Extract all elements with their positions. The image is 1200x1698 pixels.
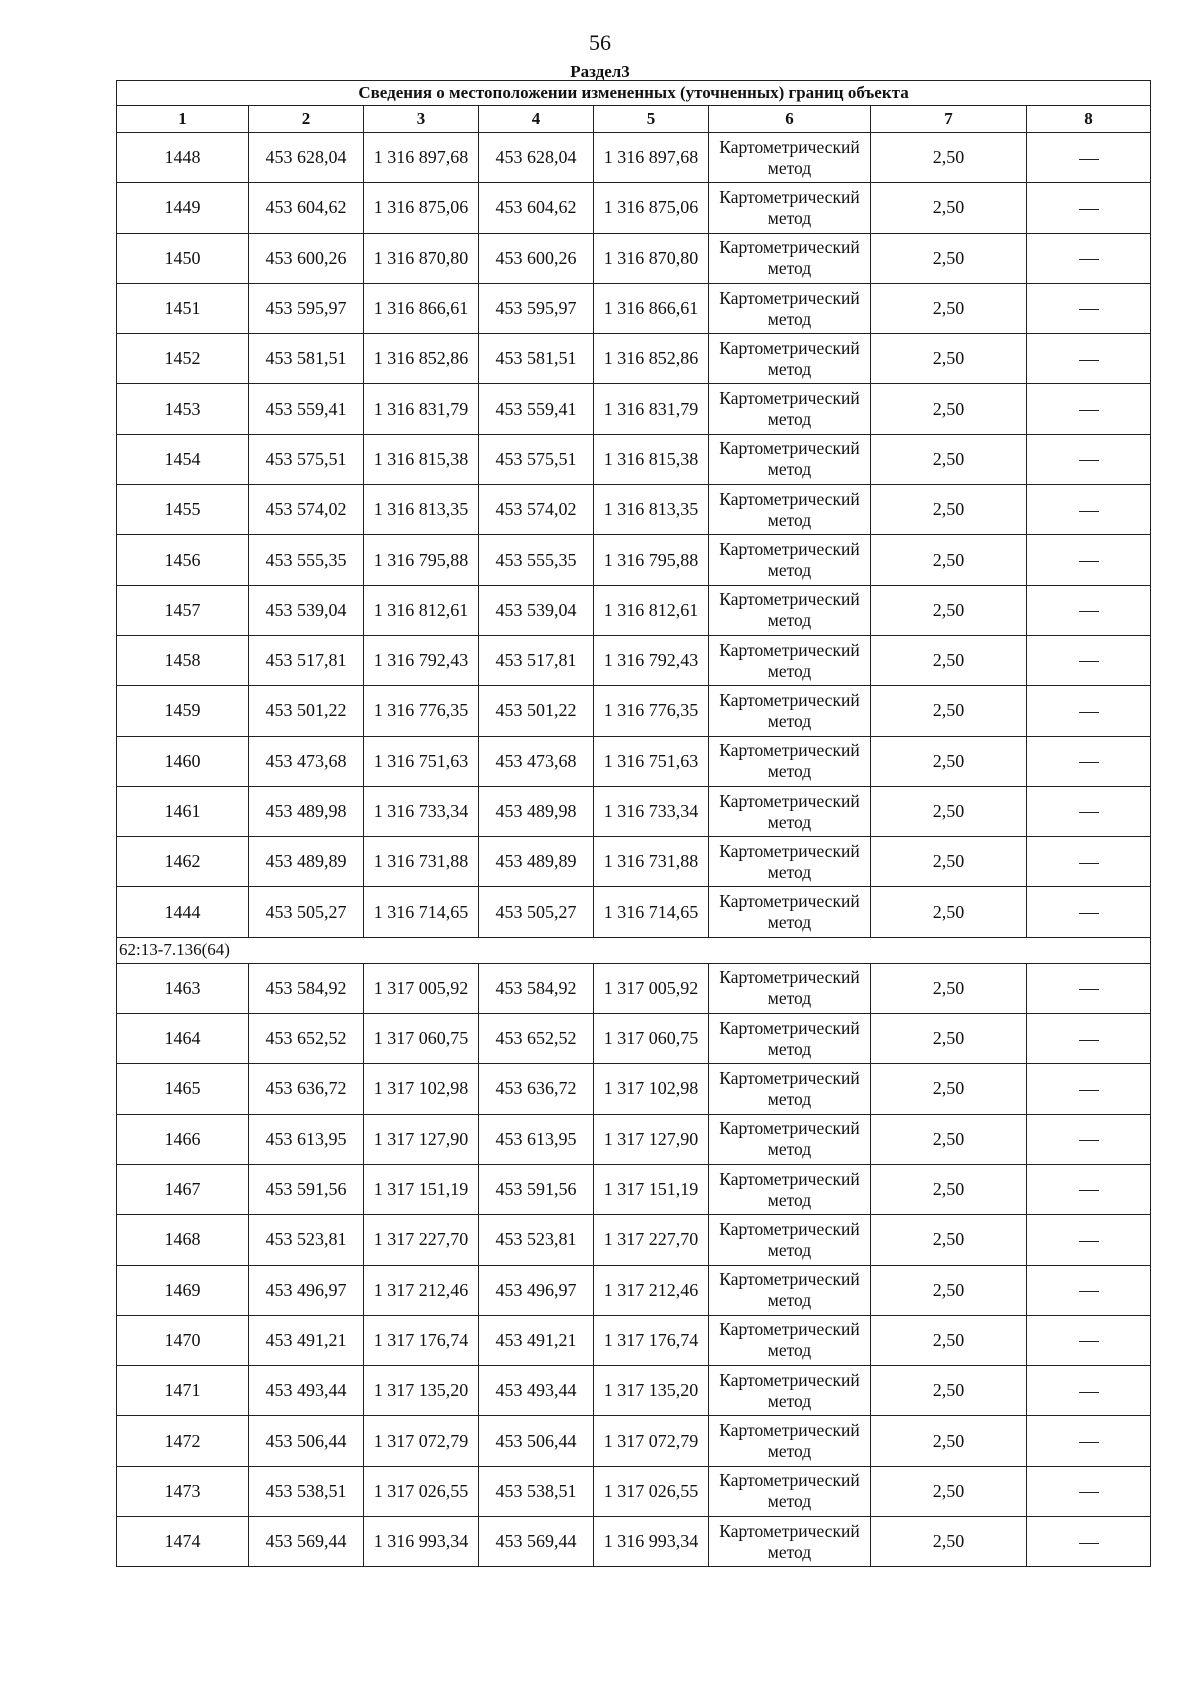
point-number-cell: 1459 <box>117 686 249 736</box>
y-existing-cell: 1 317 026,55 <box>364 1466 479 1516</box>
table-row <box>117 1315 1151 1365</box>
x-existing-cell: 453 493,44 <box>249 1366 364 1416</box>
x-new-cell: 453 489,89 <box>479 837 594 887</box>
point-number-cell: 1444 <box>117 887 249 937</box>
y-new-cell: 1 316 993,34 <box>594 1517 709 1567</box>
method-cell: Картометрический метод <box>709 1315 871 1365</box>
y-new-cell: 1 317 227,70 <box>594 1215 709 1265</box>
x-existing-cell: 453 501,22 <box>249 686 364 736</box>
description-cell <box>1027 133 1151 183</box>
precision-cell: 2,50 <box>871 1164 1027 1214</box>
x-new-cell: 453 538,51 <box>479 1466 594 1516</box>
dash-mark <box>1079 1040 1099 1041</box>
description-cell <box>1027 887 1151 937</box>
precision-cell: 2,50 <box>871 133 1027 183</box>
y-existing-cell: 1 316 897,68 <box>364 133 479 183</box>
y-existing-cell: 1 316 733,34 <box>364 786 479 836</box>
precision-cell: 2,50 <box>871 1064 1027 1114</box>
method-cell: Картометрический метод <box>709 963 871 1013</box>
precision-cell: 2,50 <box>871 1014 1027 1064</box>
x-new-cell: 453 575,51 <box>479 434 594 484</box>
x-new-cell: 453 496,97 <box>479 1265 594 1315</box>
dash-mark <box>1079 863 1099 864</box>
method-cell: Картометрический метод <box>709 535 871 585</box>
point-number-cell: 1454 <box>117 434 249 484</box>
dash-mark <box>1079 1543 1099 1544</box>
section-title: Раздел3 <box>570 62 630 81</box>
y-existing-cell: 1 316 815,38 <box>364 434 479 484</box>
method-cell: Картометрический метод <box>709 837 871 887</box>
method-cell: Картометрический метод <box>709 434 871 484</box>
method-cell: Картометрический метод <box>709 485 871 535</box>
description-cell <box>1027 1466 1151 1516</box>
precision-cell: 2,50 <box>871 183 1027 233</box>
y-new-cell: 1 317 176,74 <box>594 1315 709 1365</box>
x-new-cell: 453 652,52 <box>479 1014 594 1064</box>
method-cell: Картометрический метод <box>709 233 871 283</box>
table-row <box>117 384 1151 434</box>
description-cell <box>1027 1315 1151 1365</box>
x-existing-cell: 453 628,04 <box>249 133 364 183</box>
description-cell <box>1027 963 1151 1013</box>
point-number-cell: 1448 <box>117 133 249 183</box>
x-existing-cell: 453 539,04 <box>249 585 364 635</box>
x-existing-cell: 453 538,51 <box>249 1466 364 1516</box>
table-row <box>117 283 1151 333</box>
precision-cell: 2,50 <box>871 686 1027 736</box>
precision-cell: 2,50 <box>871 887 1027 937</box>
x-new-cell: 453 613,95 <box>479 1114 594 1164</box>
x-existing-cell: 453 555,35 <box>249 535 364 585</box>
table-row <box>117 233 1151 283</box>
table-row <box>117 837 1151 887</box>
point-number-cell: 1457 <box>117 585 249 635</box>
dash-mark <box>1079 410 1099 411</box>
y-existing-cell: 1 316 993,34 <box>364 1517 479 1567</box>
point-number-cell: 1452 <box>117 334 249 384</box>
y-new-cell: 1 316 866,61 <box>594 283 709 333</box>
dash-mark <box>1079 1090 1099 1091</box>
point-number-cell: 1465 <box>117 1064 249 1114</box>
point-number-cell: 1473 <box>117 1466 249 1516</box>
x-new-cell: 453 505,27 <box>479 887 594 937</box>
y-new-cell: 1 316 812,61 <box>594 585 709 635</box>
x-new-cell: 453 581,51 <box>479 334 594 384</box>
x-existing-cell: 453 604,62 <box>249 183 364 233</box>
x-existing-cell: 453 523,81 <box>249 1215 364 1265</box>
dash-mark <box>1079 1241 1099 1242</box>
point-number-cell: 1466 <box>117 1114 249 1164</box>
table-caption-row <box>117 81 1151 106</box>
x-new-cell: 453 491,21 <box>479 1315 594 1365</box>
description-cell <box>1027 686 1151 736</box>
method-cell: Картометрический метод <box>709 887 871 937</box>
y-existing-cell: 1 317 135,20 <box>364 1366 479 1416</box>
y-existing-cell: 1 316 751,63 <box>364 736 479 786</box>
method-cell: Картометрический метод <box>709 1114 871 1164</box>
description-cell <box>1027 434 1151 484</box>
x-existing-cell: 453 574,02 <box>249 485 364 535</box>
table-row <box>117 434 1151 484</box>
method-cell: Картометрический метод <box>709 183 871 233</box>
description-cell <box>1027 1064 1151 1114</box>
x-new-cell: 453 555,35 <box>479 535 594 585</box>
precision-cell: 2,50 <box>871 485 1027 535</box>
method-cell: Картометрический метод <box>709 736 871 786</box>
table-row <box>117 1466 1151 1516</box>
method-cell: Картометрический метод <box>709 1517 871 1567</box>
precision-cell: 2,50 <box>871 434 1027 484</box>
dash-mark <box>1079 209 1099 210</box>
x-existing-cell: 453 636,72 <box>249 1064 364 1114</box>
x-new-cell: 453 506,44 <box>479 1416 594 1466</box>
x-existing-cell: 453 491,21 <box>249 1315 364 1365</box>
point-number-cell: 1462 <box>117 837 249 887</box>
precision-cell: 2,50 <box>871 786 1027 836</box>
dash-mark <box>1079 913 1099 914</box>
point-number-cell: 1474 <box>117 1517 249 1567</box>
table-row <box>117 1014 1151 1064</box>
dash-mark <box>1079 661 1099 662</box>
precision-cell: 2,50 <box>871 535 1027 585</box>
dash-mark <box>1079 1140 1099 1141</box>
y-new-cell: 1 317 127,90 <box>594 1114 709 1164</box>
y-new-cell: 1 317 026,55 <box>594 1466 709 1516</box>
method-cell: Картометрический метод <box>709 585 871 635</box>
table-row <box>117 1416 1151 1466</box>
description-cell <box>1027 485 1151 535</box>
method-cell: Картометрический метод <box>709 786 871 836</box>
y-existing-cell: 1 316 831,79 <box>364 384 479 434</box>
precision-cell: 2,50 <box>871 1466 1027 1516</box>
table-row <box>117 1517 1151 1567</box>
x-existing-cell: 453 613,95 <box>249 1114 364 1164</box>
dash-mark <box>1079 611 1099 612</box>
y-existing-cell: 1 317 060,75 <box>364 1014 479 1064</box>
precision-cell: 2,50 <box>871 963 1027 1013</box>
precision-cell: 2,50 <box>871 585 1027 635</box>
dash-mark <box>1079 460 1099 461</box>
precision-cell: 2,50 <box>871 1114 1027 1164</box>
precision-cell: 2,50 <box>871 334 1027 384</box>
point-number-cell: 1455 <box>117 485 249 535</box>
x-new-cell: 453 569,44 <box>479 1517 594 1567</box>
method-cell: Картометрический метод <box>709 1215 871 1265</box>
table-row <box>117 1265 1151 1315</box>
y-new-cell: 1 317 072,79 <box>594 1416 709 1466</box>
precision-cell: 2,50 <box>871 1416 1027 1466</box>
point-number-cell: 1464 <box>117 1014 249 1064</box>
y-new-cell: 1 317 005,92 <box>594 963 709 1013</box>
x-new-cell: 453 574,02 <box>479 485 594 535</box>
description-cell <box>1027 233 1151 283</box>
point-number-cell: 1456 <box>117 535 249 585</box>
description-cell <box>1027 384 1151 434</box>
point-number-cell: 1461 <box>117 786 249 836</box>
x-existing-cell: 453 569,44 <box>249 1517 364 1567</box>
group-label: 62:13-7.136(64) <box>117 937 1151 963</box>
point-number-cell: 1469 <box>117 1265 249 1315</box>
dash-mark <box>1079 989 1099 990</box>
table-row <box>117 635 1151 685</box>
dash-mark <box>1079 1492 1099 1493</box>
x-new-cell: 453 517,81 <box>479 635 594 685</box>
y-existing-cell: 1 316 776,35 <box>364 686 479 736</box>
x-new-cell: 453 595,97 <box>479 283 594 333</box>
dash-mark <box>1079 159 1099 160</box>
x-existing-cell: 453 600,26 <box>249 233 364 283</box>
precision-cell: 2,50 <box>871 1265 1027 1315</box>
method-cell: Картометрический метод <box>709 1265 871 1315</box>
x-new-cell: 453 493,44 <box>479 1366 594 1416</box>
method-cell: Картометрический метод <box>709 334 871 384</box>
table-row <box>117 1215 1151 1265</box>
x-new-cell: 453 473,68 <box>479 736 594 786</box>
precision-cell: 2,50 <box>871 736 1027 786</box>
x-existing-cell: 453 489,98 <box>249 786 364 836</box>
x-new-cell: 453 489,98 <box>479 786 594 836</box>
column-header: 3 <box>364 106 479 133</box>
dash-mark <box>1079 1291 1099 1292</box>
x-existing-cell: 453 575,51 <box>249 434 364 484</box>
description-cell <box>1027 837 1151 887</box>
point-number-cell: 1458 <box>117 635 249 685</box>
y-new-cell: 1 317 102,98 <box>594 1064 709 1114</box>
y-new-cell: 1 316 831,79 <box>594 384 709 434</box>
description-cell <box>1027 736 1151 786</box>
point-number-cell: 1468 <box>117 1215 249 1265</box>
y-existing-cell: 1 316 866,61 <box>364 283 479 333</box>
x-new-cell: 453 600,26 <box>479 233 594 283</box>
x-new-cell: 453 539,04 <box>479 585 594 635</box>
point-number-cell: 1472 <box>117 1416 249 1466</box>
dash-mark <box>1079 1392 1099 1393</box>
method-cell: Картометрический метод <box>709 283 871 333</box>
y-new-cell: 1 317 151,19 <box>594 1164 709 1214</box>
x-existing-cell: 453 473,68 <box>249 736 364 786</box>
point-number-cell: 1471 <box>117 1366 249 1416</box>
column-header: 1 <box>117 106 249 133</box>
y-new-cell: 1 316 795,88 <box>594 535 709 585</box>
description-cell <box>1027 283 1151 333</box>
x-existing-cell: 453 581,51 <box>249 334 364 384</box>
dash-mark <box>1079 360 1099 361</box>
y-existing-cell: 1 317 072,79 <box>364 1416 479 1466</box>
group-label-row <box>117 937 1151 963</box>
description-cell <box>1027 1517 1151 1567</box>
point-number-cell: 1449 <box>117 183 249 233</box>
y-existing-cell: 1 317 102,98 <box>364 1064 479 1114</box>
column-header: 6 <box>709 106 871 133</box>
table-row <box>117 686 1151 736</box>
column-header: 8 <box>1027 106 1151 133</box>
method-cell: Картометрический метод <box>709 686 871 736</box>
y-new-cell: 1 317 135,20 <box>594 1366 709 1416</box>
method-cell: Картометрический метод <box>709 133 871 183</box>
dash-mark <box>1079 762 1099 763</box>
point-number-cell: 1451 <box>117 283 249 333</box>
precision-cell: 2,50 <box>871 837 1027 887</box>
y-new-cell: 1 317 212,46 <box>594 1265 709 1315</box>
y-existing-cell: 1 317 005,92 <box>364 963 479 1013</box>
x-existing-cell: 453 517,81 <box>249 635 364 685</box>
table-body <box>117 133 1151 1567</box>
precision-cell: 2,50 <box>871 635 1027 685</box>
precision-cell: 2,50 <box>871 1215 1027 1265</box>
x-existing-cell: 453 591,56 <box>249 1164 364 1214</box>
table-row <box>117 334 1151 384</box>
y-new-cell: 1 316 897,68 <box>594 133 709 183</box>
column-header-row <box>117 106 1151 133</box>
method-cell: Картометрический метод <box>709 1416 871 1466</box>
dash-mark <box>1079 259 1099 260</box>
y-new-cell: 1 316 731,88 <box>594 837 709 887</box>
column-header: 2 <box>249 106 364 133</box>
x-new-cell: 453 604,62 <box>479 183 594 233</box>
precision-cell: 2,50 <box>871 384 1027 434</box>
table-row <box>117 1064 1151 1114</box>
description-cell <box>1027 535 1151 585</box>
y-existing-cell: 1 317 176,74 <box>364 1315 479 1365</box>
table-row <box>117 887 1151 937</box>
description-cell <box>1027 334 1151 384</box>
y-new-cell: 1 317 060,75 <box>594 1014 709 1064</box>
y-existing-cell: 1 316 813,35 <box>364 485 479 535</box>
y-new-cell: 1 316 776,35 <box>594 686 709 736</box>
description-cell <box>1027 1265 1151 1315</box>
x-new-cell: 453 628,04 <box>479 133 594 183</box>
dash-mark <box>1079 561 1099 562</box>
method-cell: Картометрический метод <box>709 1014 871 1064</box>
description-cell <box>1027 1366 1151 1416</box>
description-cell <box>1027 183 1151 233</box>
y-existing-cell: 1 316 714,65 <box>364 887 479 937</box>
description-cell <box>1027 1164 1151 1214</box>
x-existing-cell: 453 506,44 <box>249 1416 364 1466</box>
y-existing-cell: 1 316 792,43 <box>364 635 479 685</box>
page-number: 56 <box>589 30 611 55</box>
x-new-cell: 453 636,72 <box>479 1064 594 1114</box>
method-cell: Картометрический метод <box>709 1164 871 1214</box>
dash-mark <box>1079 511 1099 512</box>
x-new-cell: 453 523,81 <box>479 1215 594 1265</box>
table-row <box>117 535 1151 585</box>
y-new-cell: 1 316 751,63 <box>594 736 709 786</box>
point-number-cell: 1450 <box>117 233 249 283</box>
method-cell: Картометрический метод <box>709 1064 871 1114</box>
dash-mark <box>1079 1190 1099 1191</box>
dash-mark <box>1079 812 1099 813</box>
y-existing-cell: 1 317 227,70 <box>364 1215 479 1265</box>
y-new-cell: 1 316 875,06 <box>594 183 709 233</box>
description-cell <box>1027 585 1151 635</box>
table-row <box>117 786 1151 836</box>
y-existing-cell: 1 316 812,61 <box>364 585 479 635</box>
x-new-cell: 453 584,92 <box>479 963 594 1013</box>
y-new-cell: 1 316 792,43 <box>594 635 709 685</box>
y-new-cell: 1 316 815,38 <box>594 434 709 484</box>
point-number-cell: 1453 <box>117 384 249 434</box>
point-number-cell: 1467 <box>117 1164 249 1214</box>
y-new-cell: 1 316 813,35 <box>594 485 709 535</box>
x-existing-cell: 453 559,41 <box>249 384 364 434</box>
y-existing-cell: 1 317 151,19 <box>364 1164 479 1214</box>
dash-mark <box>1079 1341 1099 1342</box>
description-cell <box>1027 1215 1151 1265</box>
y-existing-cell: 1 316 875,06 <box>364 183 479 233</box>
table-row <box>117 1164 1151 1214</box>
x-new-cell: 453 559,41 <box>479 384 594 434</box>
x-existing-cell: 453 505,27 <box>249 887 364 937</box>
precision-cell: 2,50 <box>871 233 1027 283</box>
y-new-cell: 1 316 733,34 <box>594 786 709 836</box>
x-new-cell: 453 591,56 <box>479 1164 594 1214</box>
y-existing-cell: 1 316 870,80 <box>364 233 479 283</box>
table-row <box>117 133 1151 183</box>
table-row <box>117 183 1151 233</box>
point-number-cell: 1460 <box>117 736 249 786</box>
coordinates-table <box>116 80 1151 1567</box>
dash-mark <box>1079 712 1099 713</box>
method-cell: Картометрический метод <box>709 384 871 434</box>
precision-cell: 2,50 <box>871 1315 1027 1365</box>
table-row <box>117 1114 1151 1164</box>
y-existing-cell: 1 316 852,86 <box>364 334 479 384</box>
x-existing-cell: 453 496,97 <box>249 1265 364 1315</box>
y-existing-cell: 1 316 731,88 <box>364 837 479 887</box>
description-cell <box>1027 1014 1151 1064</box>
table-caption: Сведения о местоположении измененных (уточненных) границ объекта <box>117 81 1151 106</box>
x-existing-cell: 453 652,52 <box>249 1014 364 1064</box>
x-existing-cell: 453 584,92 <box>249 963 364 1013</box>
y-existing-cell: 1 317 127,90 <box>364 1114 479 1164</box>
description-cell <box>1027 1416 1151 1466</box>
table-row <box>117 963 1151 1013</box>
x-existing-cell: 453 595,97 <box>249 283 364 333</box>
y-new-cell: 1 316 714,65 <box>594 887 709 937</box>
description-cell <box>1027 635 1151 685</box>
table-row <box>117 1366 1151 1416</box>
method-cell: Картометрический метод <box>709 1466 871 1516</box>
y-new-cell: 1 316 852,86 <box>594 334 709 384</box>
precision-cell: 2,50 <box>871 1366 1027 1416</box>
column-header: 7 <box>871 106 1027 133</box>
y-existing-cell: 1 317 212,46 <box>364 1265 479 1315</box>
table-row <box>117 736 1151 786</box>
column-header: 5 <box>594 106 709 133</box>
x-existing-cell: 453 489,89 <box>249 837 364 887</box>
precision-cell: 2,50 <box>871 283 1027 333</box>
y-new-cell: 1 316 870,80 <box>594 233 709 283</box>
x-new-cell: 453 501,22 <box>479 686 594 736</box>
precision-cell: 2,50 <box>871 1517 1027 1567</box>
method-cell: Картометрический метод <box>709 635 871 685</box>
method-cell: Картометрический метод <box>709 1366 871 1416</box>
description-cell <box>1027 1114 1151 1164</box>
column-header: 4 <box>479 106 594 133</box>
dash-mark <box>1079 1442 1099 1443</box>
table-row <box>117 585 1151 635</box>
point-number-cell: 1463 <box>117 963 249 1013</box>
y-existing-cell: 1 316 795,88 <box>364 535 479 585</box>
table-row <box>117 485 1151 535</box>
point-number-cell: 1470 <box>117 1315 249 1365</box>
description-cell <box>1027 786 1151 836</box>
dash-mark <box>1079 309 1099 310</box>
